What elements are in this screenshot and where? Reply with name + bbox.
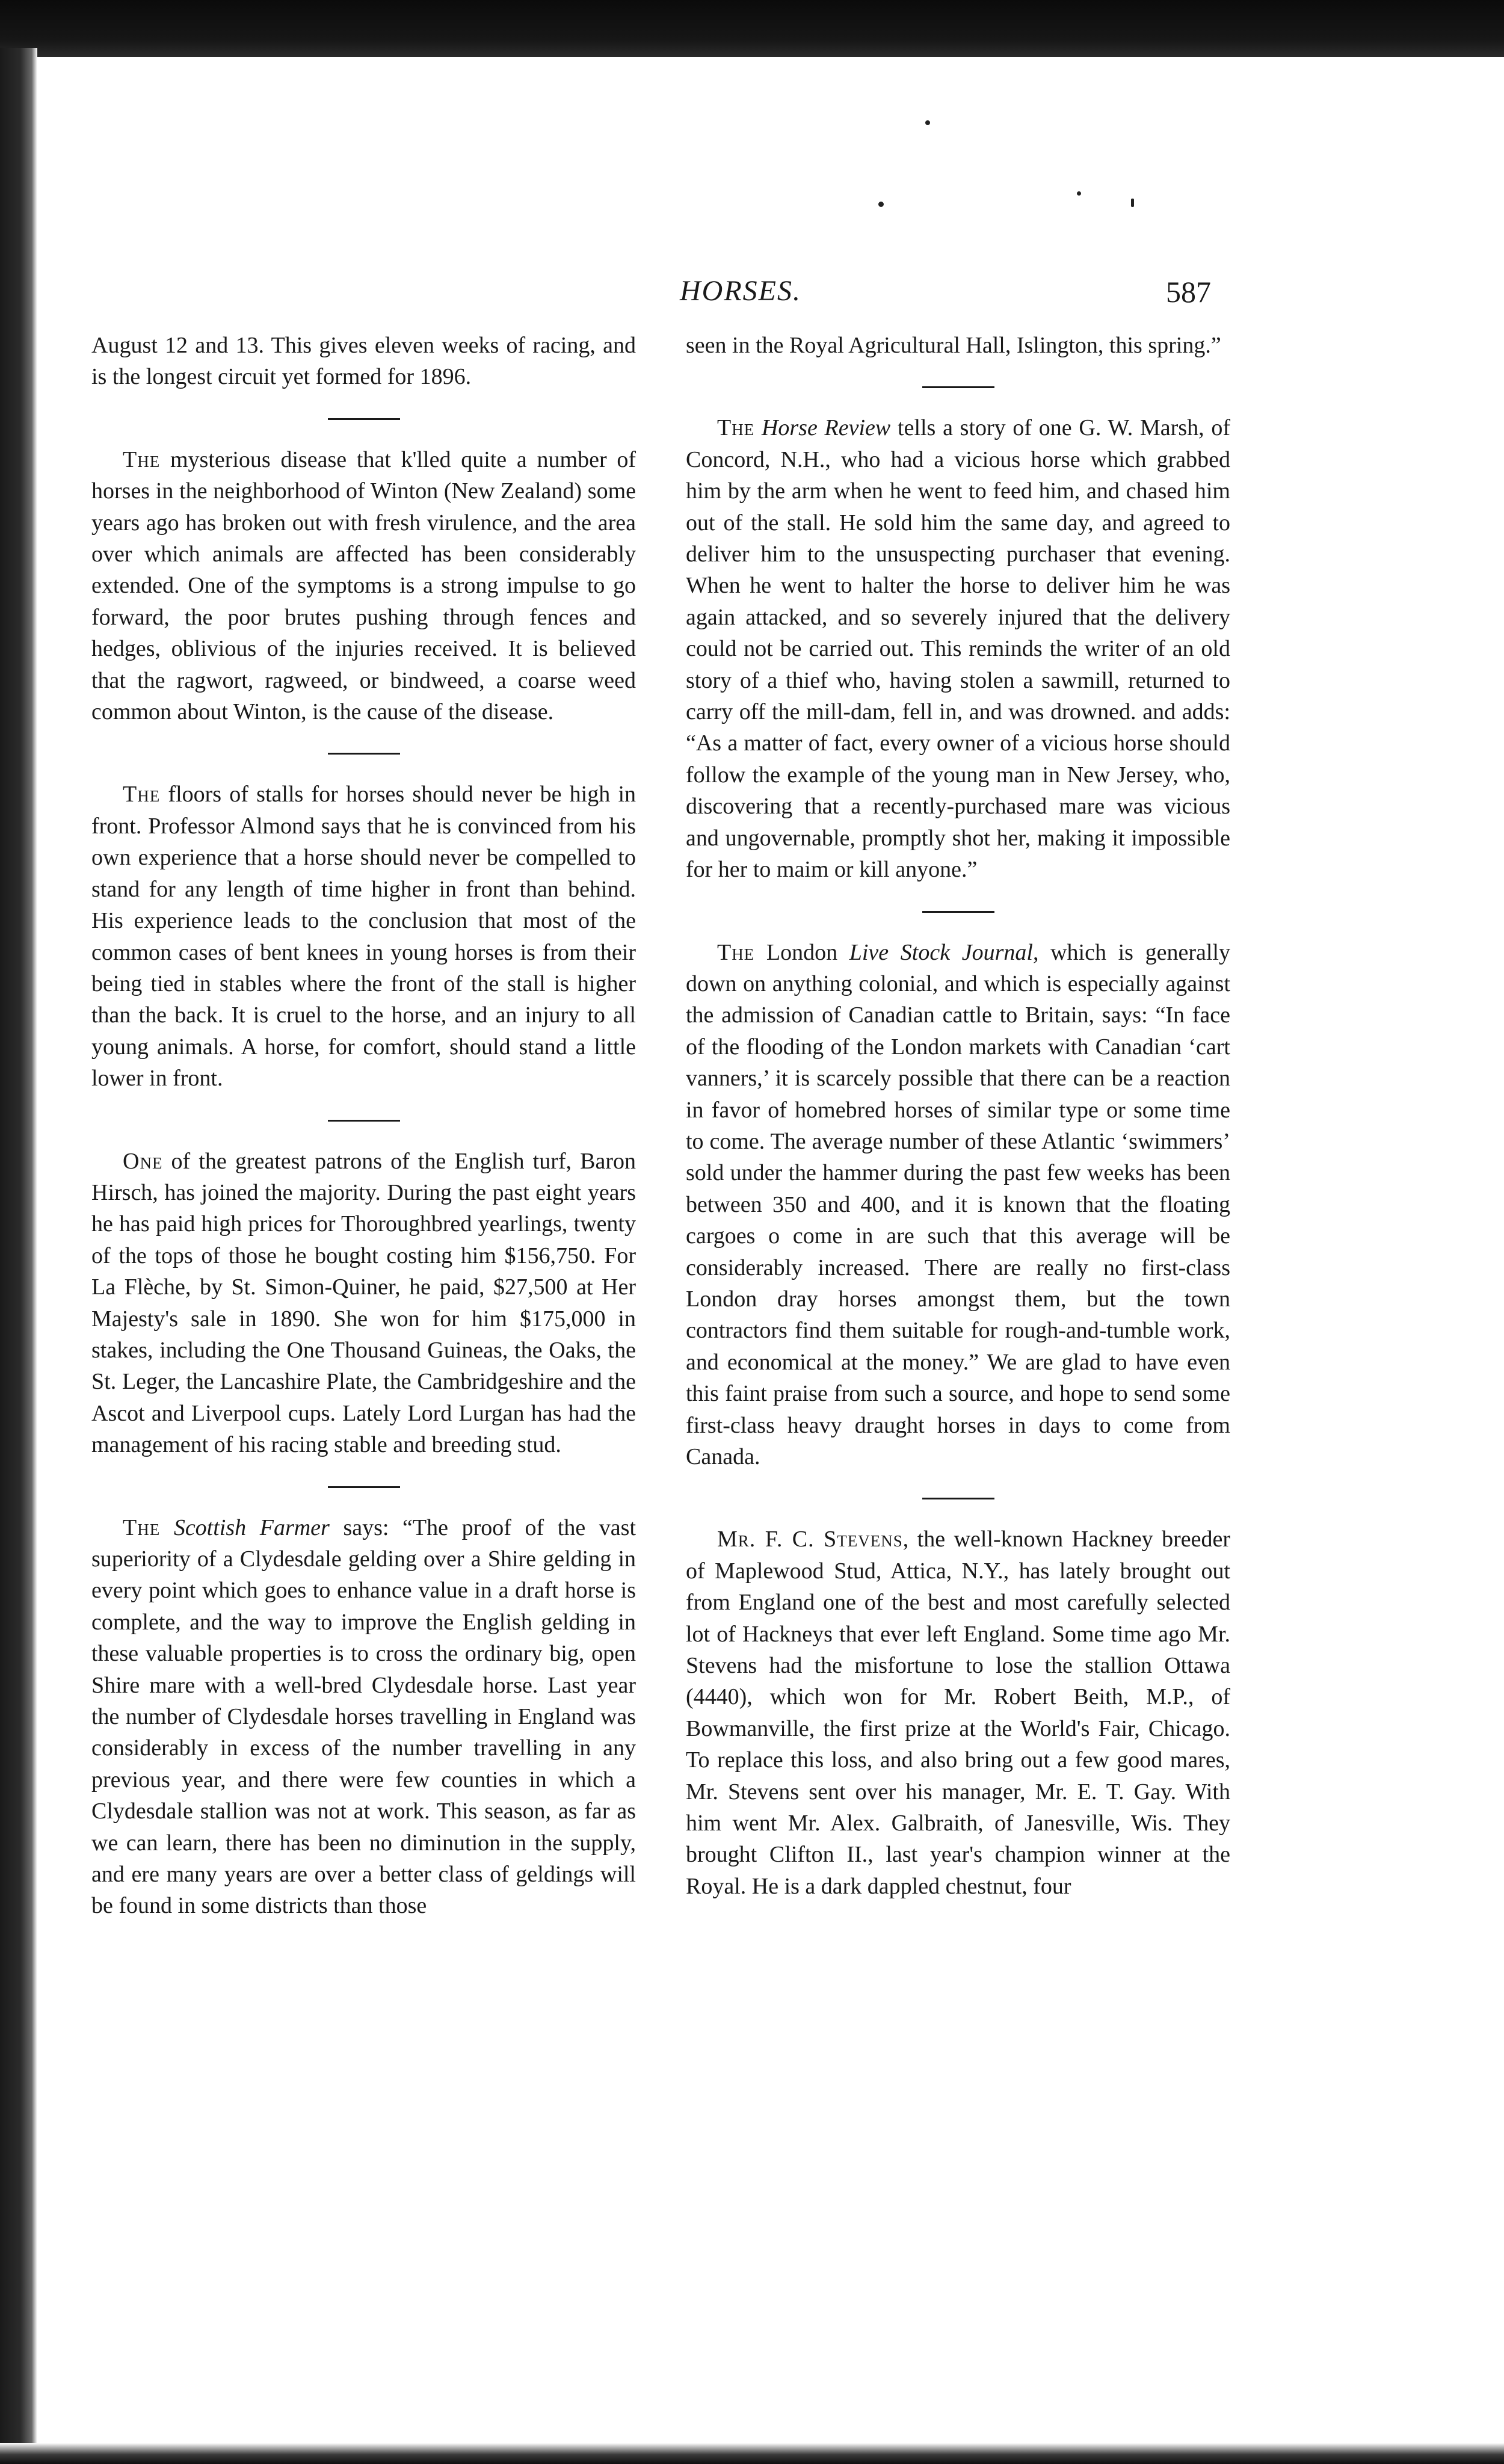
paragraph-racing-circuit: August 12 and 13. This gives eleven weeks of racing, and is the longest circuit yet formed for 1896. xyxy=(91,333,636,390)
paragraph-stevens-hackneys: Mr. F. C. Stevens, the well-known Hackney breeder of Maplewood Stud, Attica, N.Y., has lately brought out from England one of the best and most carefully selected lot of Hackneys that ever left England. Some time ago Mr. Stevens had the misfortune to lose the stallion Ottawa (4440), which won for Mr. Robert Beith, M.P., of Bowmanville, the first prize at the World's Fair, Chicago. To replace this loss, and also bring out a few good mares, Mr. Stevens sent over his manager, Mr. E. T. Gay. With him went Mr. Alex. Galbraith, of Janesville, Wis. They brought Clifton II., last year's champion winner at the Royal. He is a dark dappled chestnut, four xyxy=(686,1527,1230,1899)
scan-speck xyxy=(925,120,930,125)
scan-speck xyxy=(1077,191,1081,196)
section-rule xyxy=(328,753,400,755)
scan-speck xyxy=(1131,199,1134,207)
paragraph-winton-disease: The mysterious disease that k'lled quite a number of horses in the neighborhood of Winton (New Zealand) some years ago has broken out with fresh virulence, and the area over which animals are affected has been considerably extended. One of the symptoms is a strong impulse to go forward, the poor brutes pushing through fences and hedges, oblivious of the injuries received. It is believed that the ragwort, ragweed, or bindweed, a coarse weed common about Winton, is the cause of the disease. xyxy=(91,446,636,725)
paragraph-scottish-farmer: The Scottish Farmer says: “The proof of the vast superiority of a Clydesdale gelding over a Shire gelding in every point which goes to enhance value in a draft horse is complete, and the way to improve the English gelding in these valuable properties is to cross the ordinary big, open Shire mare with a well-bred Clydesdale horse. Last year the number of Clydesdale horses travelling in England was considerably in excess of the number travelling in any previous year, and there were few counties in which a Clydesdale stallion was not at work. This season, as far as we can learn, there has been no diminution in the supply, and ere many years are over a better class of geldings will be found in some districts than those xyxy=(91,1515,636,1919)
left-column xyxy=(91,330,636,1922)
scan-left-border xyxy=(0,48,37,2464)
paragraph-baron-hirsch: One of the greatest patrons of the English turf, Baron Hirsch, has joined the majority. During the past eight years he has paid high prices for Thoroughbred yearlings, twenty of the tops of those he bought costing him $156,750. For La Flèche, by St. Simon-Quiner, he paid, $27,500 at Her Majesty's sale in 1890. She won for him $175,000 in stakes, including the One Thousand Guineas, the Oaks, the St. Leger, the Lancashire Plate, the Cambridgeshire and the Ascot and Liverpool cups. Lately Lord Lurgan has had the management of his racing stable and breeding stud. xyxy=(91,1148,636,1458)
paragraph-stall-floors: The floors of stalls for horses should never be high in front. Professor Almond says that he is convinced from his own experience that a horse should never be compelled to stand for any length of time higher in front than behind. His experience leads to the conclusion that most of the common cases of bent knees in young horses is from their being tied in stables where the front of the stall is higher than the back. It is cruel to the horse, and an injury to all young animals. A horse, for comfort, should stand a little lower in front. xyxy=(91,782,636,1092)
scan-top-border xyxy=(0,0,1504,57)
right-column xyxy=(686,330,1230,1902)
running-head: HORSES. xyxy=(680,275,801,307)
paragraph-islington-continued: seen in the Royal Agricultural Hall, Islington, this spring.” xyxy=(686,333,1221,358)
section-rule xyxy=(328,418,400,420)
section-rule xyxy=(328,1486,400,1488)
paragraph-live-stock-journal: The London Live Stock Journal, which is generally down on anything colonial, and which is especially against the admission of Canadian cattle to Britain, says: “In face of the flooding of the London markets with Canadian ‘cart vanners,’ it is scarcely possible that there can be a reaction in favor of homebred horses of similar type or some time to come. The average number of these Atlantic ‘swimmers’ sold under the hammer during the past few weeks has been between 350 and 400, and it is known that the floating cargoes o come in are such that this average will be considerably increased. There are really no first-class London dray horses amongst them, but the town contractors find them suitable for rough-and-tumble work, and economical at the money.” We are glad to have even this faint praise from such a source, and hope to send some first-class heavy draught horses in days to come from Canada. xyxy=(686,939,1230,1469)
section-rule xyxy=(922,386,994,388)
section-rule xyxy=(328,1120,400,1122)
paragraph-horse-review: The Horse Review tells a story of one G. W. Marsh, of Concord, N.H., who had a vicious horse which grabbed him by the arm when he went to feed him, and chased him out of the stall. He sold him the same day, and agreed to deliver him to the unsuspecting purchaser that evening. When he went to halter the horse to deliver him he was again attacked, and so severely injured that the delivery could not be carried out. This reminds the writer of an old story of a thief who, having stolen a sawmill, returned to carry off the mill-dam, fell in, and was drowned. and adds: “As a matter of fact, every owner of a vicious horse should follow the example of the young man in New Jersey, who, discovering that a recently-purchased mare was vicious and ungovernable, promptly shot her, making it impossible for her to maim or kill anyone.” xyxy=(686,415,1230,883)
section-rule xyxy=(922,1498,994,1499)
page-number: 587 xyxy=(1166,275,1211,309)
section-rule xyxy=(922,911,994,913)
scan-bottom-border xyxy=(0,2443,1504,2464)
scan-speck xyxy=(878,202,884,207)
